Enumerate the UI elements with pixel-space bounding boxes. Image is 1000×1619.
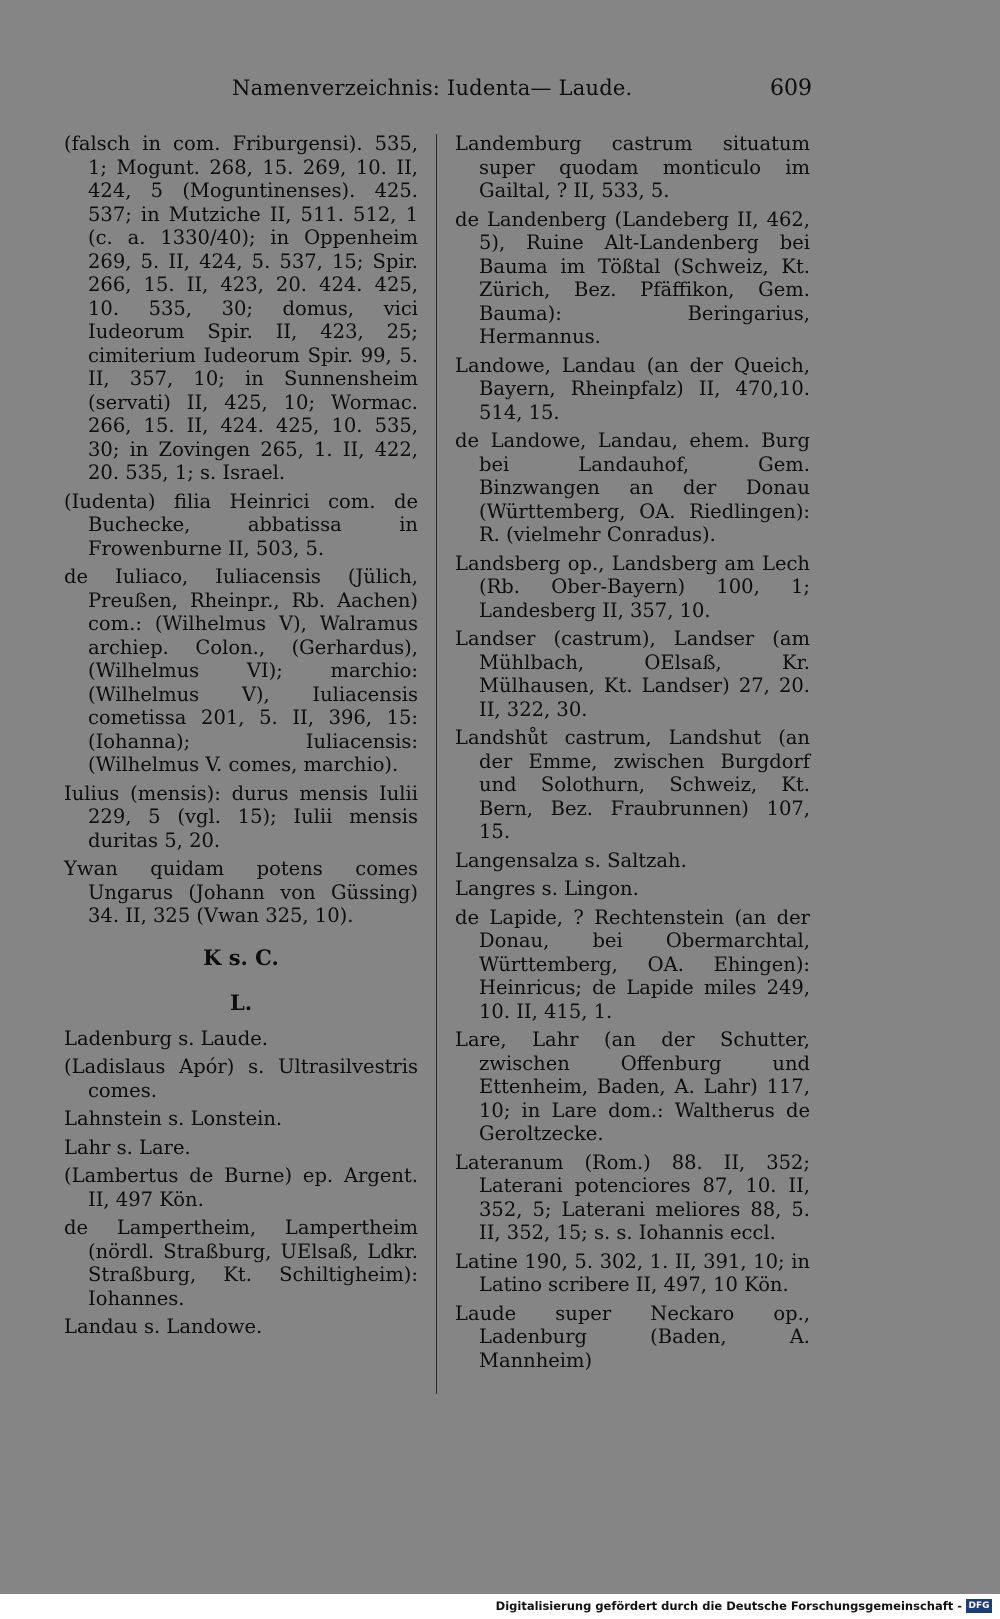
index-entry: de Lapide, ? Rechtenstein (an der Donau, bei Obermarchtal, Württemberg, OA. Ehingen): Heinricus; de Lapide miles 249, 10. II, 415, 1. bbox=[455, 905, 810, 1023]
index-entry: Landau s. Landowe. bbox=[64, 1315, 263, 1338]
index-entry: Landowe, Landau (an der Queich, Bayern, Rheinpfalz) II, 470,10. 514, 15. bbox=[455, 353, 810, 424]
index-entry: (Ladislaus Apór) s. Ultrasilvestris comes. bbox=[64, 1055, 418, 1102]
funding-notice: Digitalisierung gefördert durch die Deutsche Forschungsgemeinschaft - bbox=[495, 1599, 962, 1613]
page-header bbox=[64, 76, 812, 108]
index-entry: de Landenberg (Landeberg II, 462, 5), Ruine Alt-Landenberg bei Bauma im Tößtal (Schweiz, Kt. Zürich, Bez. Pfäffikon, Gem. Bauma): Beringarius, Hermannus. bbox=[455, 207, 810, 348]
running-title: Namenverzeichnis: Iudenta— Laude. bbox=[232, 76, 633, 100]
index-entry: Lahnstein s. Lonstein. bbox=[64, 1107, 283, 1130]
index-entry: Iulius (mensis): durus mensis Iulii 229, 5 (vgl. 15); Iulii mensis duritas 5, 20. bbox=[64, 781, 418, 852]
page-number: 609 bbox=[770, 76, 812, 101]
index-entry: (Lambertus de Burne) ep. Argent. II, 497 Kön. bbox=[64, 1164, 418, 1211]
column-divider bbox=[436, 134, 437, 1394]
index-entry: Langres s. Lingon. bbox=[455, 877, 639, 900]
index-entry: de Landowe, Landau, ehem. Burg bei Landauhof, Gem. Binzwangen an der Donau (Württemberg, OA. Riedlingen): R. (vielmehr Conradus). bbox=[455, 429, 810, 546]
index-entry: (Iudenta) filia Heinrici com. de Buchecke, abbatissa in Frowenburne II, 503, 5. bbox=[64, 489, 418, 560]
index-entry: Landemburg castrum situatum super quodam monticulo im Gailtal, ? II, 533, 5. bbox=[455, 132, 810, 202]
index-entry: Landsberg op., Landsberg am Lech (Rb. Ober-Bayern) 100, 1; Landesberg II, 357, 10. bbox=[455, 551, 810, 622]
index-entry: Lahr s. Lare. bbox=[64, 1135, 191, 1159]
index-entry: Lateranum (Rom.) 88. II, 352; Laterani potenciores 87, 10. II, 352, 5; Laterani meliores 88, 5. II, 352, 15; s. s. Iohannis eccl. bbox=[455, 1150, 810, 1244]
index-entry: Laude super Neckaro op., Ladenburg (Baden, A. Mannheim) bbox=[455, 1301, 810, 1372]
index-entry: Lare, Lahr (an der Schutter, zwischen Offenburg und Ettenheim, Baden, A. Lahr) 117, 10; in Lare dom.: Waltherus de Geroltzecke. bbox=[455, 1028, 810, 1145]
section-heading-k: K s. C. bbox=[203, 944, 279, 970]
index-entry: de Lampertheim, Lampertheim (nördl. Straßburg, UElsaß, Ldkr. Straßburg, Kt. Schiltigheim): Iohannes. bbox=[64, 1216, 418, 1310]
digitization-footer bbox=[0, 1594, 1000, 1619]
index-entry: Ywan quidam potens comes Ungarus (Johann von Güssing) 34. II, 325 (Vwan 325, 10). bbox=[64, 857, 418, 927]
section-heading-l: L. bbox=[229, 990, 253, 1015]
index-entry: de Iuliaco, Iuliacensis (Jülich, Preußen, Rheinpr., Rb. Aachen) com.: (Wilhelmus V), Walramus archiep. Colon., (Gerhardus), (Wilhelmus VI); marchio: (Wilhelmus V), Iuliacensis cometissa 201, 5. II, 396, 15: (Iohanna); Iuliacensis: (Wilhelmus V. comes, marchio). bbox=[64, 565, 418, 776]
index-entry: Langensalza s. Saltzah. bbox=[455, 848, 687, 872]
index-entry: Latine 190, 5. 302, 1. II, 391, 10; in Latino scribere II, 497, 10 Kön. bbox=[455, 1249, 810, 1296]
left-column bbox=[64, 132, 418, 1344]
index-entry: Landshůt castrum, Landshut (an der Emme, zwischen Burgdorf und Solothurn, Schweiz, Kt. Bern, Bez. Fraubrunnen) 107, 15. bbox=[455, 726, 810, 843]
index-entry: Landser (castrum), Landser (am Mühlbach, OElsaß, Kr. Mülhausen, Kt. Landser) 27, 20. II, 322, 30. bbox=[455, 627, 810, 721]
dfg-logo-icon: DFG bbox=[966, 1599, 992, 1613]
right-column bbox=[455, 132, 810, 1377]
index-entry: Ladenburg s. Laude. bbox=[64, 1026, 268, 1050]
index-entry: (falsch in com. Friburgensi). 535, 1; Mogunt. 268, 15. 269, 10. II, 424, 5 (Moguntinenses). 425. 537; in Mutziche II, 511. 512, 1 (c. a. 1330/40); in Oppenheim 269, 5. II, 424, 5. 537, 15; Spir. 266, 15. II, 423, 20. 424. 425, 10. 535, 30; domus, vici Iudeorum Spir. II, 423, 25; cimiterium Iudeorum Spir. 99, 5. II, 357, 10; in Sunnensheim (servati) II, 425, 10; Wormac. 266, 15. II, 424. 425, 10. 535, 30; in Zovingen 265, 1. II, 422, 20. 535, 1; s. Israel. bbox=[64, 132, 418, 484]
